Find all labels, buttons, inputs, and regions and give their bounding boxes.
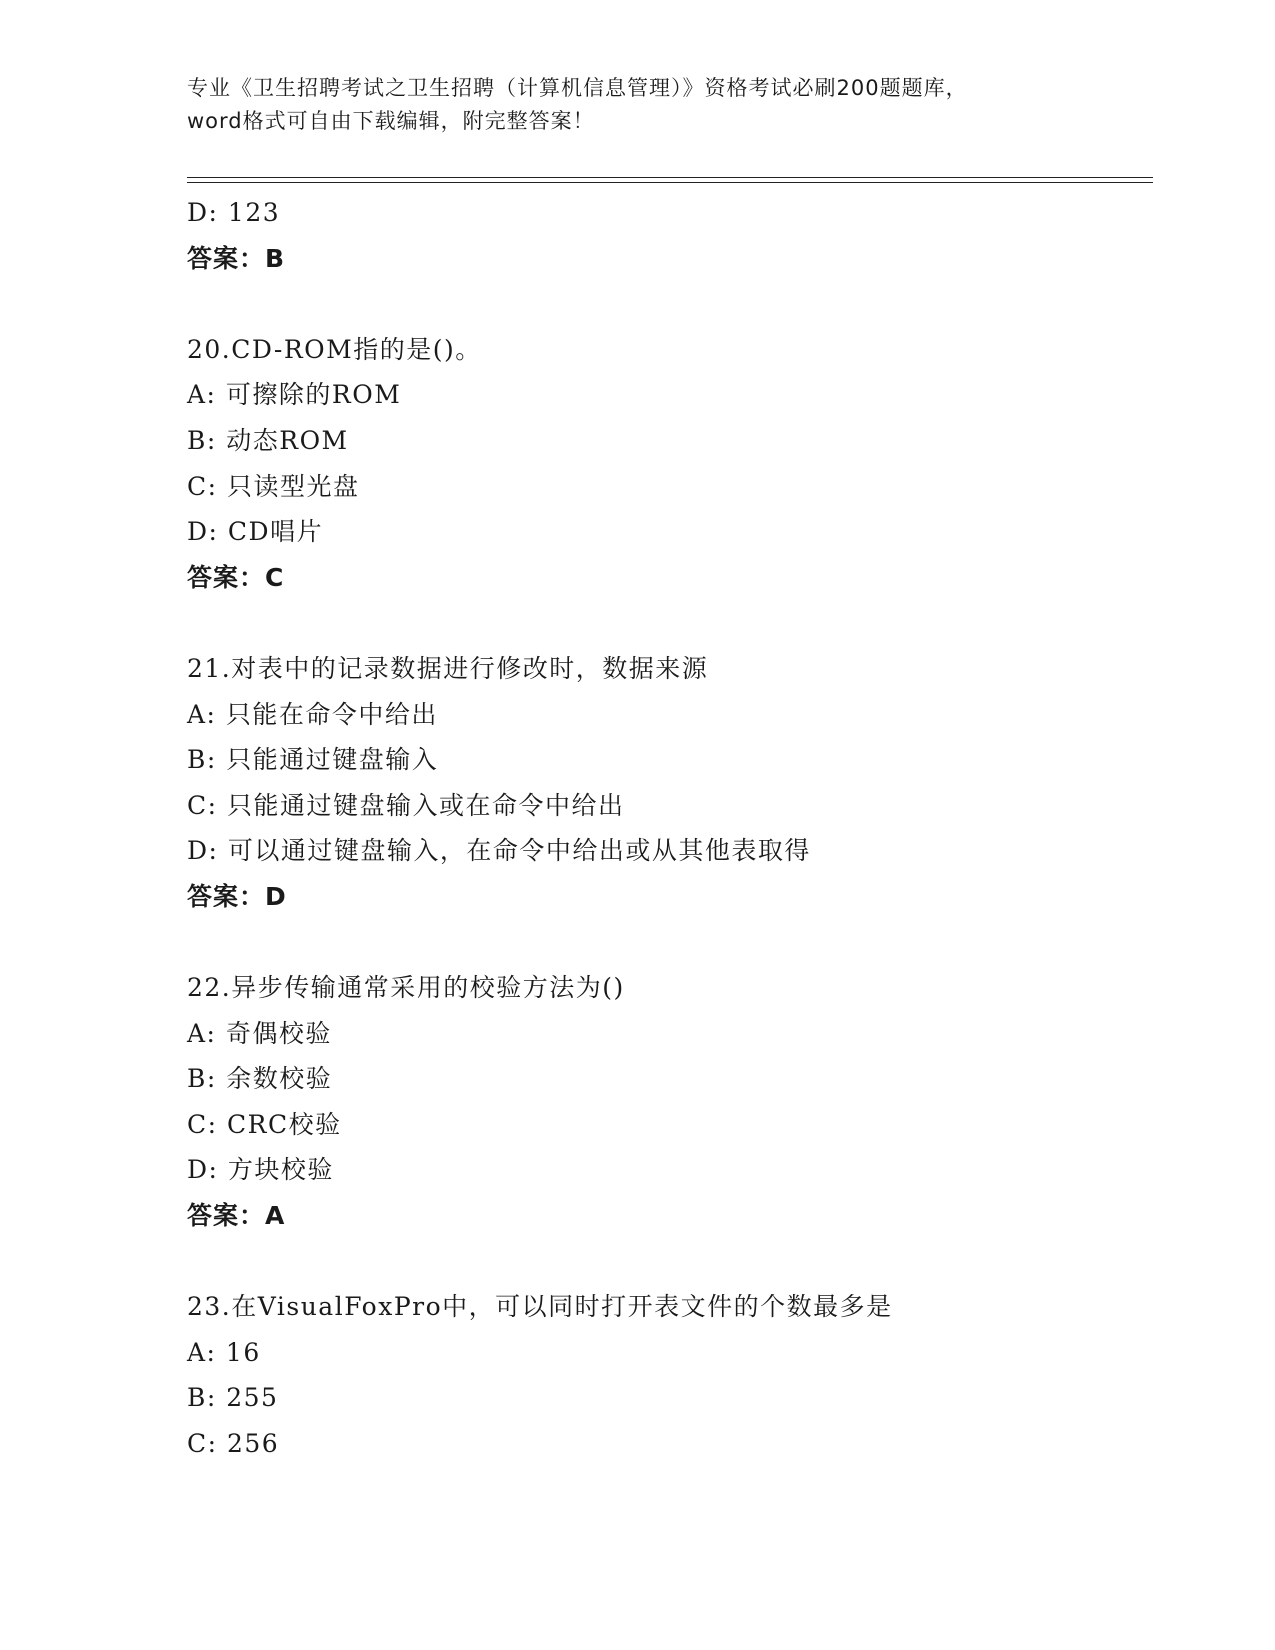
option-c-q22: C: CRC校验 [187, 1109, 342, 1139]
option-a-q20: A: 可擦除的ROM [187, 380, 402, 410]
spacer [187, 281, 1147, 327]
option-b-q22: B: 余数校验 [187, 1064, 333, 1094]
option-a-q23: A: 16 [187, 1337, 261, 1367]
header-line-2: word格式可自由下载编辑，附完整答案！ [187, 109, 595, 133]
header-divider-bottom [187, 182, 1153, 183]
question-22: 22.异步传输通常采用的校验方法为() [187, 973, 625, 1003]
answer-q19: 答案：B [187, 243, 286, 273]
document-header [187, 72, 1087, 138]
option-d-q22: D: 方块校验 [187, 1155, 334, 1185]
option-b-q21: B: 只能通过键盘输入 [187, 745, 439, 775]
option-d-q21: D: 可以通过键盘输入，在命令中给出或从其他表取得 [187, 836, 811, 866]
answer-q21: 答案：D [187, 881, 287, 911]
option-b-q23: B: 255 [187, 1383, 279, 1413]
option-d-q20: D: CD唱片 [187, 517, 324, 547]
question-20: 20.CD-ROM指的是()。 [187, 334, 482, 364]
answer-q22: 答案：A [187, 1201, 286, 1231]
option-c-q23: C: 256 [187, 1429, 280, 1459]
option-a-q22: A: 奇偶校验 [187, 1018, 332, 1048]
spacer [187, 600, 1147, 646]
option-d-q19: D: 123 [187, 198, 281, 227]
option-c-q20: C: 只读型光盘 [187, 471, 360, 501]
question-list [187, 190, 1147, 1467]
question-23: 23.在VisualFoxPro中，可以同时打开表文件的个数最多是 [187, 1292, 893, 1322]
question-21: 21.对表中的记录数据进行修改时，数据来源 [187, 653, 709, 683]
spacer [187, 1239, 1147, 1285]
option-c-q21: C: 只能通过键盘输入或在命令中给出 [187, 790, 625, 820]
spacer [187, 920, 1147, 966]
option-a-q21: A: 只能在命令中给出 [187, 699, 438, 729]
header-divider-top [187, 177, 1153, 178]
header-line-1: 专业《卫生招聘考试之卫生招聘（计算机信息管理）》资格考试必刷200题题库， [187, 76, 968, 100]
option-b-q20: B: 动态ROM [187, 425, 349, 455]
answer-q20: 答案：C [187, 562, 285, 592]
